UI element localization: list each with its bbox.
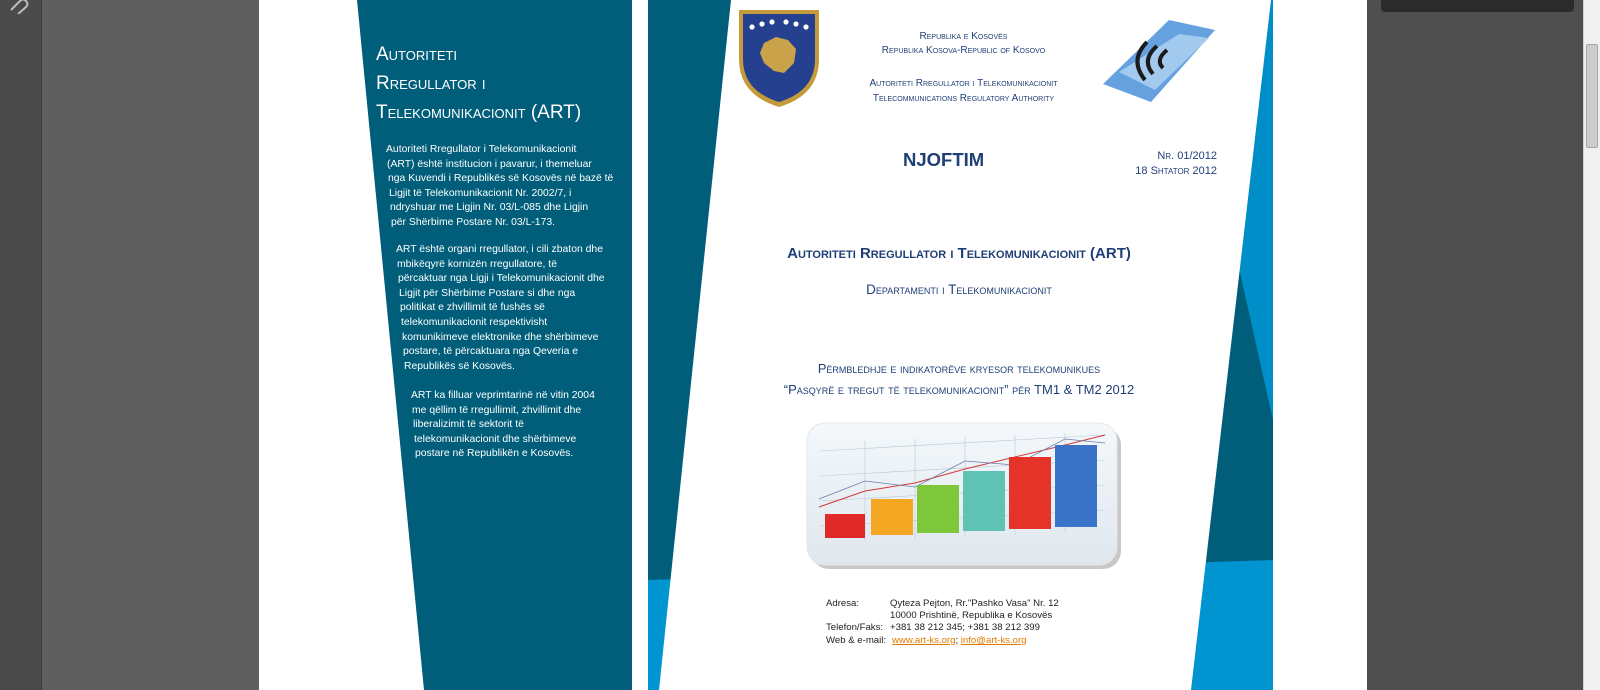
viewer-right-gutter	[1367, 0, 1600, 690]
left-p2-line: komunikimeve elektronike dhe shërbimeve	[402, 331, 599, 343]
chart-bar	[825, 514, 865, 538]
left-panel-title	[376, 40, 636, 127]
left-title-line-1: Autoriteti	[376, 44, 458, 65]
left-p2-line: Republikës së Kosovës.	[404, 360, 515, 372]
summary-line-1: Përmbledhje e indikatorëve kryesor telekomunikues	[817, 361, 1101, 376]
address-line-1: Qyteza Pejton, Rr."Pashko Vasa" Nr. 12	[890, 598, 1059, 609]
kosovo-coat-of-arms-icon	[736, 7, 822, 109]
left-p3-line: postare në Republikën e Kosovës.	[415, 448, 574, 460]
department-title: Departamenti i Telekomunikacionit	[866, 282, 1052, 297]
left-p1-line: për Shërbime Postare Nr. 03/L-173.	[391, 216, 556, 228]
address-line-2: 10000 Prishtinë, Republika e Kosovës	[890, 610, 1053, 621]
authority-name-sq: Autoriteti Rregullator i Telekomunikacionit	[869, 78, 1058, 89]
paperclip-icon[interactable]	[8, 0, 30, 14]
republic-name: Republika e Kosovës	[919, 31, 1008, 42]
notice-number: Nr. 01/2012	[1157, 150, 1217, 162]
left-title-line-3: Telekomunikacionit (ART)	[376, 102, 582, 123]
website-link[interactable]: www.art-ks.org	[892, 635, 956, 646]
republic-bilingual: Republika Kosova-Republic of Kosovo	[881, 45, 1046, 56]
left-p2-line: ART është organi rregullator, i cili zbaton dhe	[396, 244, 603, 255]
left-paragraph-2	[396, 243, 605, 374]
bar-chart-illustration	[805, 421, 1125, 573]
email-link[interactable]: info@art-ks.org	[960, 635, 1027, 646]
viewer-left-rail	[0, 0, 42, 690]
left-p1-line: ndryshuar me Ligjin Nr. 03/L-085 dhe Ligjin	[390, 202, 589, 214]
left-p1-line: (ART) është institucion i pavarur, i themeluar	[387, 158, 592, 170]
web-label: Web & e-mail:	[826, 635, 887, 646]
summary-line-2: “Pasqyrë e tregut të telekomunikacionit” për TM1 & TM2 2012	[783, 382, 1135, 397]
left-p2-line: përcaktuar nga Ligji i Telekomunikacionit dhe	[398, 273, 605, 285]
left-paragraph-1	[386, 143, 613, 231]
chart-bar	[963, 471, 1005, 531]
phone-value: +381 38 212 345; +381 38 212 399	[890, 622, 1040, 633]
authority-name-en: Telecommunications Regulatory Authority	[872, 93, 1055, 104]
viewer-panel-tab[interactable]	[1381, 0, 1574, 12]
link-separator: ;	[955, 635, 959, 646]
left-p3-line: liberalizimit të sektorit të	[413, 419, 524, 431]
left-title-line-2: Rregullator i	[376, 73, 486, 94]
notice-title: NJOFTIM	[903, 149, 985, 170]
left-paragraph-3	[411, 389, 595, 462]
art-logo-icon	[1099, 12, 1219, 108]
left-p2-line: politikat e zhvillimit të fushës së	[400, 302, 545, 314]
left-p2-line: telekomunikacionit respektivisht	[401, 316, 548, 328]
phone-label: Telefon/Faks:	[826, 622, 884, 633]
left-p2-line: postare, të përcaktuara nga Qeveria e	[403, 346, 579, 358]
chart-bar	[917, 485, 959, 533]
left-p3-line: telekomunikacionit dhe shërbimeve	[414, 433, 577, 445]
document-page	[259, 0, 1367, 690]
chart-bar	[871, 499, 913, 535]
left-p1-line: nga Kuvendi i Republikës së Kosovës në bazë të	[388, 173, 614, 185]
left-p3-line: me qëllim të rregullimit, zhvillimit dhe	[412, 404, 582, 416]
left-p3-line: ART ka filluar veprimtarinë në vitin 2004	[411, 390, 595, 401]
left-p1-line: Autoriteti Rregullator i Telekomunikacionit	[386, 144, 577, 155]
chart-bar	[1055, 445, 1097, 527]
chart-bar	[1009, 457, 1051, 529]
address-label: Adresa:	[826, 598, 860, 609]
left-p2-line: Ligjit për Shërbime Postare si dhe nga	[399, 287, 576, 299]
web-email-row	[892, 635, 1027, 646]
notice-date: 18 Shtator 2012	[1135, 165, 1217, 177]
scrollbar-thumb[interactable]	[1586, 44, 1598, 148]
left-p1-line: Ligjit të Telekomunikacionit Nr. 2002/7, i	[389, 187, 572, 199]
organization-title: Autoriteti Rregullator i Telekomunikacionit (ART)	[787, 245, 1131, 262]
left-p2-line: mbikëqyrë kornizën rregullatore, të	[397, 258, 557, 270]
